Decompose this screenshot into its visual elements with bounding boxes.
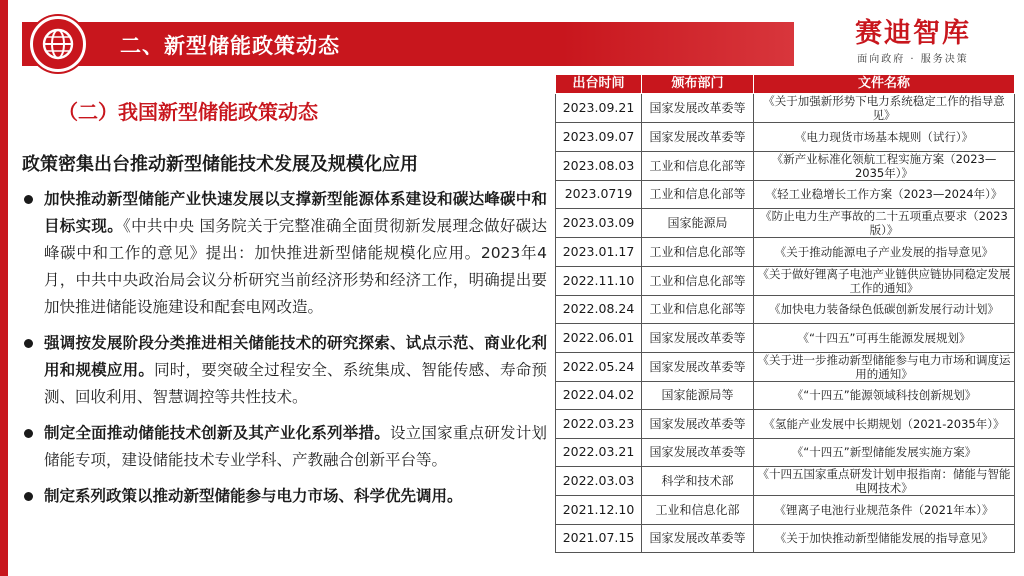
table-row [556,524,1015,553]
cell-date: 2022.08.24 [556,295,642,324]
table-row [556,410,1015,439]
cell-date: 2023.09.21 [556,94,642,123]
cell-department: 国家能源局等 [642,381,754,410]
cell-date: 2023.08.03 [556,151,642,180]
cell-document: 《加快电力装备绿色低碳创新发展行动计划》 [754,295,1015,324]
cell-department: 工业和信息化部等 [642,238,754,267]
table-row [556,438,1015,467]
table-row [556,94,1015,123]
cell-document: 《氢能产业发展中长期规划（2021-2035年）》 [754,410,1015,439]
left-accent-bar [0,0,8,576]
brand-name: 赛迪智库 [855,18,971,49]
bullet-text: 同时，要突破全过程安全、系统集成、智能传感、寿命预测、回收利用、智慧调控等共性技术。 [44,361,547,406]
cell-department: 工业和信息化部等 [642,266,754,295]
main-heading: 政策密集出台推动新型储能技术发展及规模化应用 [22,154,418,175]
cell-department: 国家发展改革委等 [642,524,754,553]
bullet-item [22,420,547,474]
cell-date: 2022.06.01 [556,324,642,353]
bullet-text: 《中共中央 国务院关于完整准确全面贯彻新发展理念做好碳达峰碳中和工作的意见》提出：加快推进新型储能规模化应用。2023年4月，中共中央政治局会议分析研究当前经济形势和经济工作，明确提出要加快推进储能设施建设和配套电网改造。 [44,217,547,316]
bullet-text: 设立国家重点研发计划储能专项，建设储能技术专业学科、产教融合创新平台等。 [44,424,547,469]
cell-department: 科学和技术部 [642,467,754,496]
table-header-row [556,75,1015,94]
cell-department: 国家发展改革委等 [642,123,754,152]
table-row [556,238,1015,267]
cell-document: 《防止电力生产事故的二十五项重点要求（2023版）》 [754,209,1015,238]
cell-department: 国家发展改革委等 [642,94,754,123]
table-row [556,151,1015,180]
cell-document: 《关于加强新形势下电力系统稳定工作的指导意见》 [754,94,1015,123]
cell-department: 国家发展改革委等 [642,352,754,381]
cell-date: 2022.04.02 [556,381,642,410]
bullet-bold-text: 制定全面推动储能技术创新及其产业化系列举措。 [44,424,390,442]
table-row [556,295,1015,324]
cell-date: 2021.12.10 [556,496,642,525]
bullet-item [22,330,547,411]
cell-date: 2022.03.21 [556,438,642,467]
table-row [556,324,1015,353]
bullet-dot-icon [24,429,33,438]
bullet-bold-text: 强调按发展阶段分类推进相关储能技术的研究探索、试点示范、商业化利用和规模应用。 [44,334,547,379]
column-header-department: 颁布部门 [642,75,754,94]
cell-department: 工业和信息化部等 [642,295,754,324]
cell-department: 工业和信息化部等 [642,180,754,209]
table-row [556,266,1015,295]
cell-date: 2023.0719 [556,180,642,209]
table-row [556,180,1015,209]
cell-date: 2021.07.15 [556,524,642,553]
cell-date: 2022.03.03 [556,467,642,496]
cell-date: 2022.03.23 [556,410,642,439]
cell-date: 2022.11.10 [556,266,642,295]
cell-date: 2023.03.09 [556,209,642,238]
table-row [556,496,1015,525]
bullet-dot-icon [24,492,33,501]
header-title: 二、新型储能政策动态 [120,34,340,58]
column-header-document: 文件名称 [754,75,1015,94]
bullet-list [22,186,547,519]
cell-department: 国家发展改革委等 [642,410,754,439]
bullet-item [22,186,547,321]
column-header-date: 出台时间 [556,75,642,94]
cell-document: 《电力现货市场基本规则（试行）》 [754,123,1015,152]
cell-department: 国家能源局 [642,209,754,238]
cell-document: 《新产业标准化领航工程实施方案（2023—2035年）》 [754,151,1015,180]
bullet-dot-icon [24,195,33,204]
section-title: （二）我国新型储能政策动态 [58,100,318,124]
brand-slogan: 面向政府 · 服务决策 [857,54,969,65]
cell-document: 《“十四五”可再生能源发展规划》 [754,324,1015,353]
bullet-dot-icon [24,339,33,348]
policy-table [555,74,1015,553]
cell-document: 《关于加快推动新型储能发展的指导意见》 [754,524,1015,553]
cell-document: 《锂离子电池行业规范条件（2021年本）》 [754,496,1015,525]
globe-icon [30,16,86,72]
bullet-bold-text: 制定系列政策以推动新型储能参与电力市场、科学优先调用。 [44,487,463,505]
bullet-item [22,483,547,510]
cell-date: 2022.05.24 [556,352,642,381]
cell-department: 国家发展改革委等 [642,324,754,353]
table-row [556,352,1015,381]
cell-department: 工业和信息化部 [642,496,754,525]
cell-document: 《关于做好锂离子电池产业链供应链协同稳定发展工作的通知》 [754,266,1015,295]
cell-department: 工业和信息化部等 [642,151,754,180]
cell-date: 2023.09.07 [556,123,642,152]
table-row [556,209,1015,238]
cell-department: 国家发展改革委等 [642,438,754,467]
cell-document: 《“十四五”能源领域科技创新规划》 [754,381,1015,410]
table-row [556,123,1015,152]
table-row [556,381,1015,410]
bullet-bold-text: 加快推动新型储能产业快速发展以支撑新型能源体系建设和碳达峰碳中和目标实现。 [44,190,547,235]
brand-logo [818,18,1008,65]
cell-document: 《关于进一步推动新型储能参与电力市场和调度运用的通知》 [754,352,1015,381]
cell-date: 2023.01.17 [556,238,642,267]
cell-document: 《“十四五”新型储能发展实施方案》 [754,438,1015,467]
cell-document: 《关于推动能源电子产业发展的指导意见》 [754,238,1015,267]
cell-document: 《轻工业稳增长工作方案（2023—2024年）》 [754,180,1015,209]
table-row [556,467,1015,496]
cell-document: 《十四五国家重点研发计划申报指南：储能与智能电网技术》 [754,467,1015,496]
